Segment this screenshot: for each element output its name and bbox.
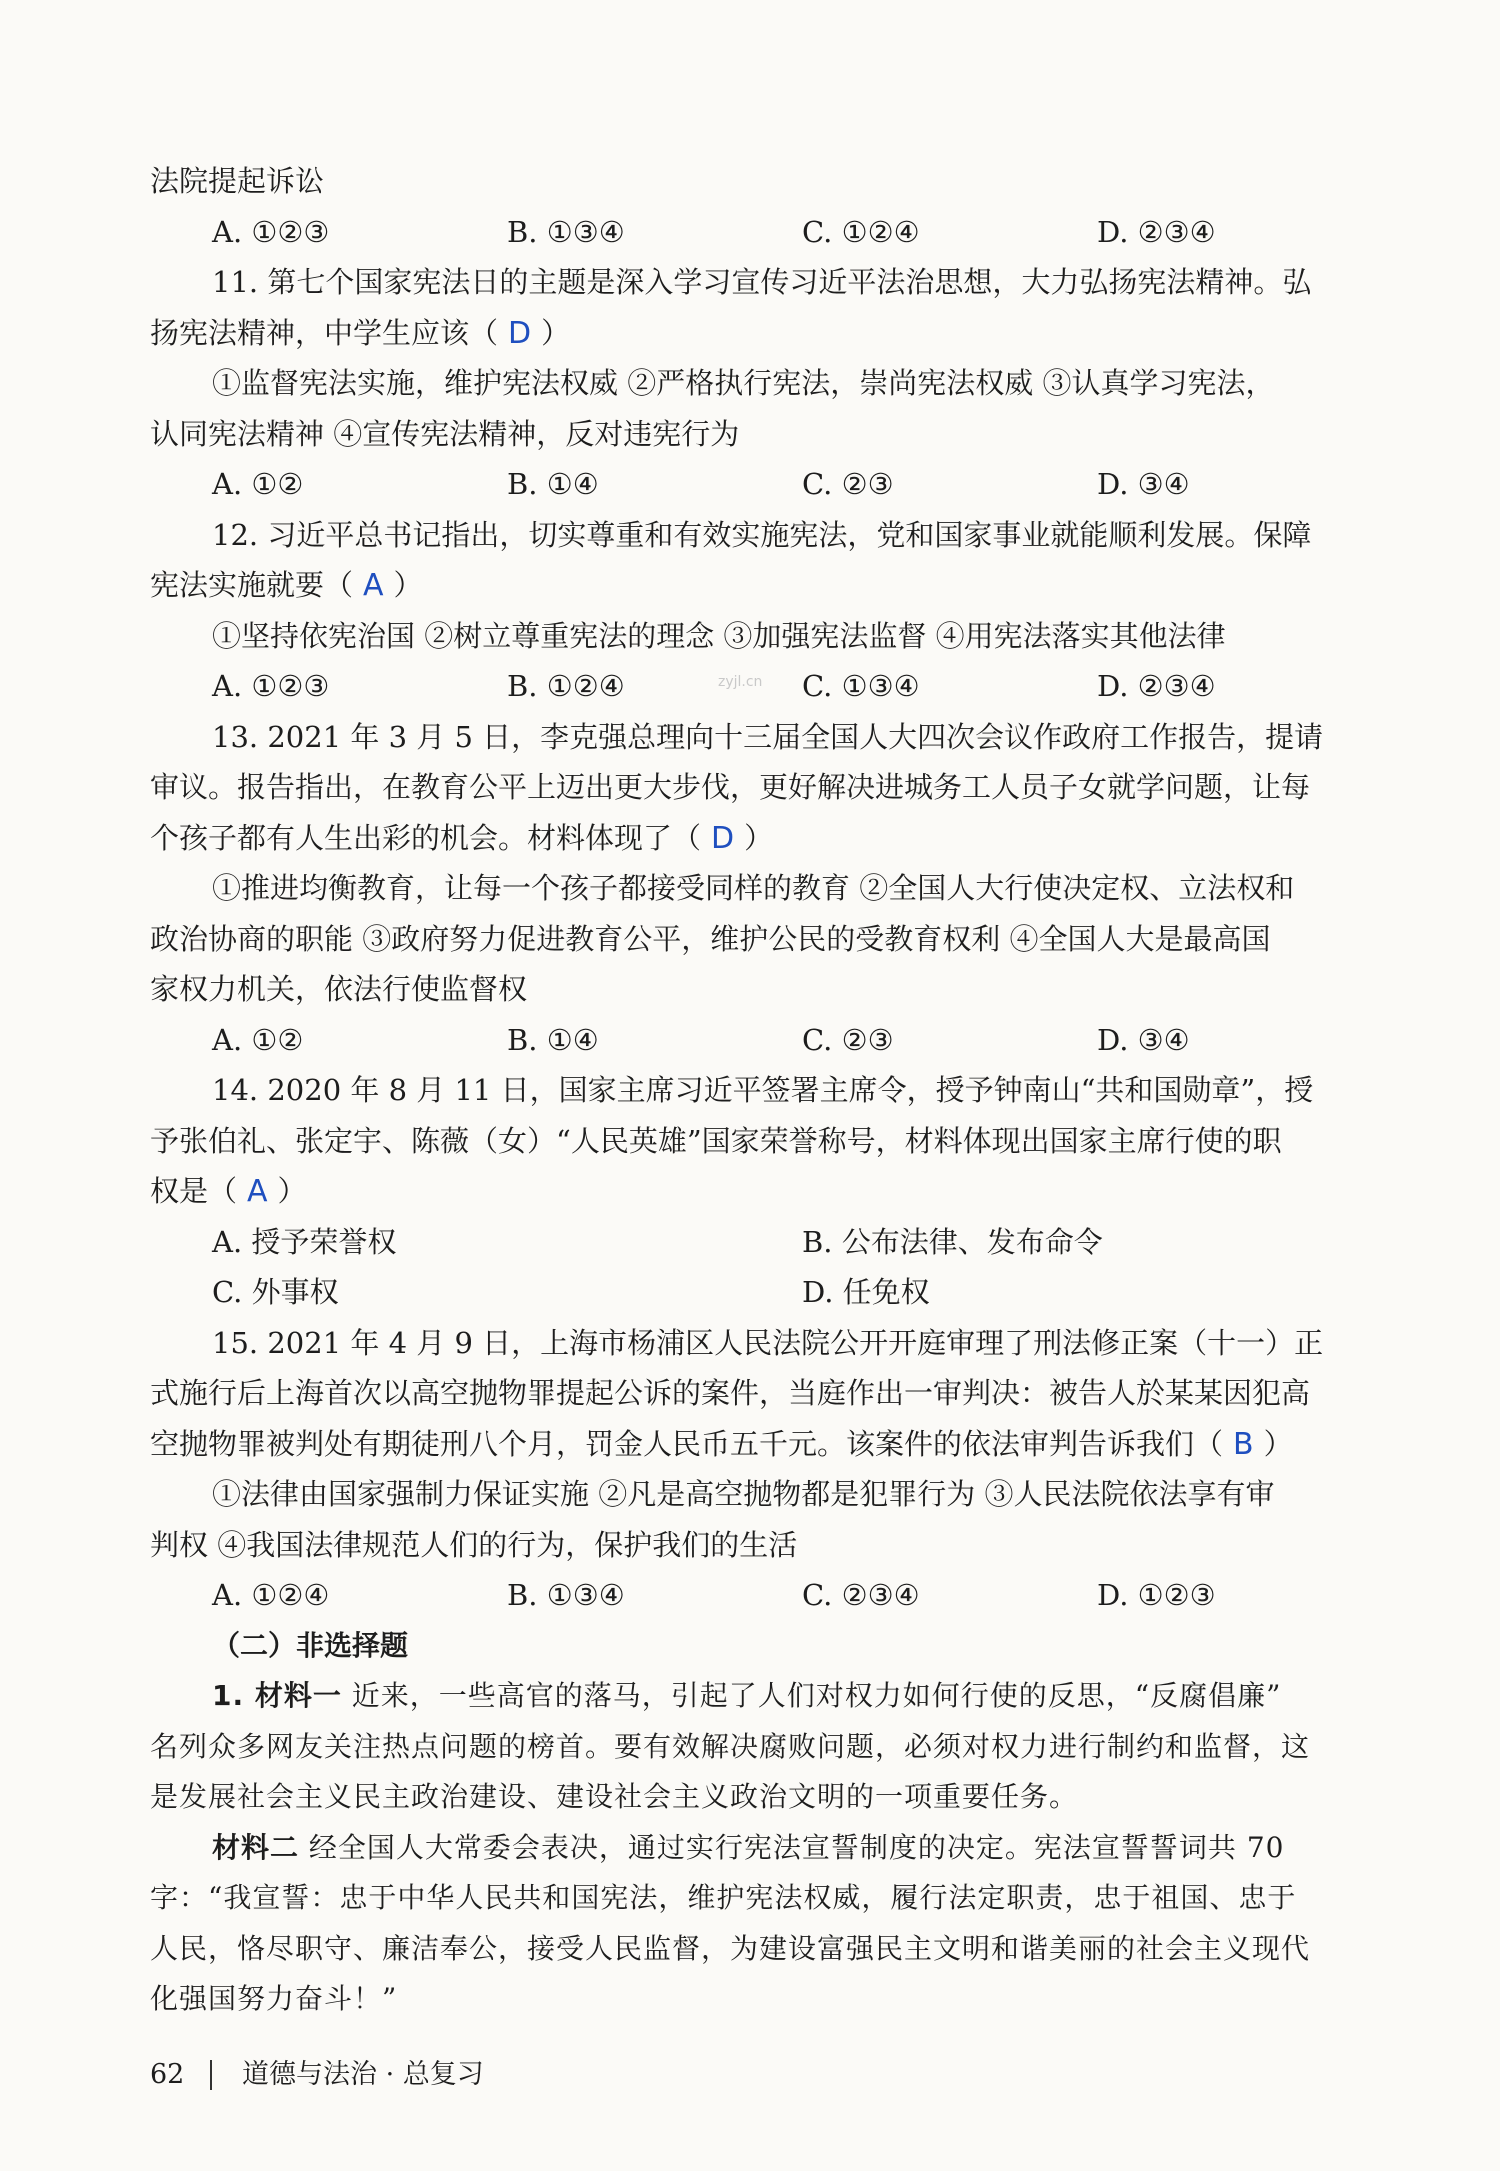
text-line <box>150 863 1392 914</box>
answer: A <box>363 568 384 603</box>
line-text: 认同宪法精神 ④宣传宪法精神，反对违宪行为 <box>150 416 740 451</box>
text-line <box>150 914 1392 965</box>
line-text: ） <box>541 315 571 350</box>
option: D. ③④ <box>1097 467 1190 501</box>
answer: B <box>1233 1426 1254 1462</box>
option: A. ①②③ <box>212 669 330 703</box>
material-label: 1. 材料一 <box>212 1679 342 1712</box>
option: D. ②③④ <box>1097 214 1216 249</box>
line-text: 权是（ <box>150 1174 238 1208</box>
option: B. ①③④ <box>507 214 625 249</box>
option: D. ③④ <box>1097 1022 1190 1057</box>
line-text: 个孩子都有人生出彩的机会。材料体现了（ <box>150 820 702 855</box>
option: A. 授予荣誉权 <box>212 1224 397 1259</box>
material-line <box>150 1924 1392 1975</box>
line-text: 审议。报告指出，在教育公平上迈出更大步伐，更好解决进城务工人员子女就学问题，让每 <box>150 770 1311 804</box>
line-text: 政治协商的职能 ③政府努力促进教育公平，维护公民的受教育权利 ④全国人大是最高国 <box>150 921 1271 956</box>
line-text: 近来，一些高官的落马，引起了人们对权力如何行使的反思，“反腐倡廉” <box>341 1679 1282 1712</box>
line-text: ） <box>1263 1426 1293 1461</box>
line-text: ） <box>393 568 423 602</box>
text-line <box>150 1520 1392 1571</box>
line-text: ①监督宪法实施，维护宪法权威 ②严格执行宪法，崇尚宪法权威 ③认真学习宪法， <box>212 366 1275 400</box>
option: C. ①②④ <box>802 214 920 249</box>
line-text: 家权力机关，依法行使监督权 <box>150 972 528 1006</box>
line-text: 15. 2021 年 4 月 9 日，上海市杨浦区人民法院公开开庭审理了刑法修正案（十一）正 <box>212 1325 1324 1360</box>
footer-divider <box>210 2060 212 2090</box>
material-line <box>150 1772 1392 1823</box>
line-text: 12. 习近平总书记指出，切实尊重和有效实施宪法，党和国家事业就能顺利发展。保障 <box>212 517 1312 552</box>
line-text: 是发展社会主义民主政治建设、建设社会主义政治文明的一项重要任务。 <box>150 1780 1079 1813</box>
text-line <box>150 156 1392 207</box>
option: B. ①②④ <box>507 669 625 703</box>
material-line <box>150 1974 1392 2025</box>
text-line <box>150 762 1392 813</box>
text-line <box>150 308 1392 359</box>
watermark: zyjl.cn <box>718 674 763 690</box>
material-line <box>150 1671 1392 1722</box>
text-line <box>150 1166 1392 1217</box>
option: A. ①② <box>212 467 304 501</box>
line-text: 化强国努力奋斗！” <box>150 1982 398 2015</box>
line-text: 法院提起诉讼 <box>150 164 325 198</box>
line-text: 扬宪法精神，中学生应该（ <box>150 315 499 350</box>
text-line <box>150 1318 1392 1369</box>
text-line <box>150 1368 1392 1419</box>
text-line <box>150 611 1392 662</box>
material-line <box>150 1722 1392 1773</box>
options-row <box>150 207 1392 258</box>
section-title: （二）非选择题 <box>212 1628 409 1662</box>
option: C. ②③ <box>802 467 894 501</box>
line-text: 13. 2021 年 3 月 5 日，李克强总理向十三届全国人大四次会议作政府工作报告，提请 <box>212 719 1324 754</box>
option: B. ①③④ <box>507 1578 625 1612</box>
option: C. ①③④ <box>802 669 920 703</box>
text-line <box>150 560 1392 611</box>
text-line <box>150 510 1392 561</box>
text-line <box>150 1065 1392 1116</box>
text-line <box>150 1469 1392 1520</box>
line-text: 字：“我宣誓：忠于中华人民共和国宪法，维护宪法权威，履行法定职责，忠于祖国、忠于 <box>150 1881 1297 1914</box>
option: A. ①②④ <box>212 1578 330 1612</box>
line-text: 予张伯礼、张定宇、陈薇（女）“人民英雄”国家荣誉称号，材料体现出国家主席行使的职 <box>150 1123 1282 1158</box>
option: B. ①④ <box>507 1022 599 1057</box>
text-line <box>150 358 1392 409</box>
line-text: 空抛物罪被判处有期徒刑八个月，罚金人民币五千元。该案件的依法审判告诉我们（ <box>150 1426 1224 1461</box>
answer: A <box>247 1174 268 1209</box>
answer: D <box>711 820 735 856</box>
text-line <box>150 257 1392 308</box>
text-line <box>150 409 1392 460</box>
answer: D <box>508 315 532 351</box>
line-text: ①法律由国家强制力保证实施 ②凡是高空抛物都是犯罪行为 ③人民法院依法享有审 <box>212 1477 1275 1511</box>
line-text: 判权 ④我国法律规范人们的行为，保护我们的生活 <box>150 1527 798 1562</box>
page-footer <box>150 2050 484 2100</box>
page-number: 62 <box>150 2059 185 2090</box>
line-text: 经全国人大常委会表决，通过实行宪法宣誓制度的决定。宪法宣誓誓词共 70 <box>299 1830 1285 1864</box>
option: D. 任免权 <box>802 1275 930 1309</box>
line-text: 14. 2020 年 8 月 11 日，国家主席习近平签署主席令，授予钟南山“共和国勋章”，授 <box>212 1073 1314 1107</box>
material-label: 材料二 <box>212 1830 300 1864</box>
text-line <box>150 964 1392 1015</box>
line-text: 宪法实施就要（ <box>150 568 354 602</box>
line-text: 式施行后上海首次以高空抛物罪提起公诉的案件，当庭作出一审判决：被告人於某某因犯高 <box>150 1376 1311 1410</box>
text-line <box>150 1419 1392 1470</box>
option: A. ①② <box>212 1022 304 1057</box>
options-row <box>150 459 1392 510</box>
material-line <box>150 1823 1392 1874</box>
option: B. ①④ <box>507 467 599 501</box>
book-title: 道德与法治 · 总复习 <box>242 2059 484 2090</box>
line-text: ①坚持依宪治国 ②树立尊重宪法的理念 ③加强宪法监督 ④用宪法落实其他法律 <box>212 618 1226 653</box>
question-content <box>150 156 1392 2025</box>
option: C. 外事权 <box>212 1275 339 1309</box>
text-line <box>150 813 1392 864</box>
line-text: ①推进均衡教育，让每一个孩子都接受同样的教育 ②全国人大行使决定权、立法权和 <box>212 871 1295 905</box>
option: D. ②③④ <box>1097 669 1216 703</box>
options-row <box>150 1267 1392 1318</box>
option: A. ①②③ <box>212 214 330 249</box>
line-text: ） <box>744 820 774 855</box>
option: C. ②③④ <box>802 1578 920 1612</box>
options-row <box>150 1015 1392 1066</box>
line-text: 人民，恪尽职守、廉洁奉公，接受人民监督，为建设富强民主文明和谐美丽的社会主义现代 <box>150 1931 1311 1965</box>
line-text: 名列众多网友关注热点问题的榜首。要有效解决腐败问题，必须对权力进行制约和监督，这 <box>150 1729 1311 1763</box>
line-text: ） <box>277 1174 307 1208</box>
options-row <box>150 661 1392 712</box>
option: C. ②③ <box>802 1022 894 1057</box>
text-line <box>150 712 1392 763</box>
option: B. 公布法律、发布命令 <box>802 1224 1103 1259</box>
options-row <box>150 1217 1392 1268</box>
text-line <box>150 1116 1392 1167</box>
option: D. ①②③ <box>1097 1578 1216 1612</box>
line-text: 11. 第七个国家宪法日的主题是深入学习宣传习近平法治思想，大力弘扬宪法精神。弘 <box>212 265 1312 299</box>
material-line <box>150 1873 1392 1924</box>
options-row <box>150 1570 1392 1621</box>
